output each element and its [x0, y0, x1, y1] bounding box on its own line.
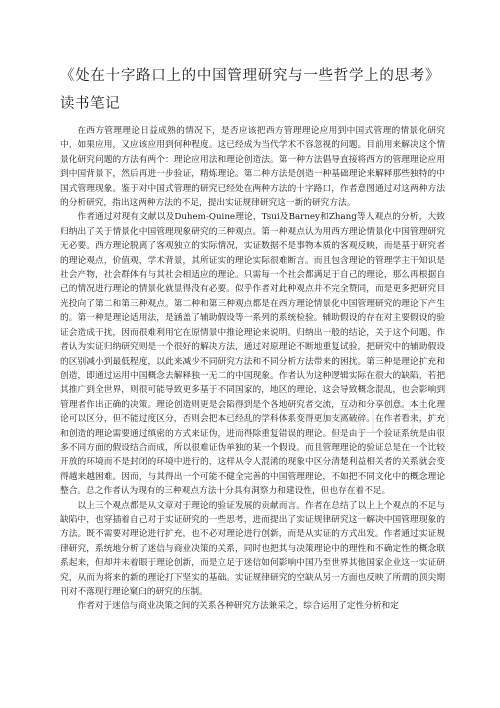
document-title: 《处在十字路口上的中国管理研究与一些哲学上的思考》读书笔记 [60, 68, 440, 112]
body-paragraph-1: 在西方管理理论日益成熟的情况下，是否应该把西方管理理论应用到中国式管理的情景化研究中，如果应用，又应该应用到何种程度。这已经成为当代学术不容忽视的问题。目前用来解决这个情景化研究问题的方法有两个：理论应用法和理论创造法。第一种方法倡导直接将西方的管理理论应用到中国背景下，然后再进一步验证，精炼理论。第二种方法是创造一种基础理论来解释那些独特的中国式管理现象。鉴于对中国式管理的研究已经处在两种方法的十字路口，作者意图通过对这两种方法的分析研究，指出这两种方法的不足，提出实证规律研究这一新的研究方法。 [60, 126, 445, 209]
body-paragraph-3: 以上三个观点都是从文章对于理论的验证发展的贡献而言。作者在总结了以上上个观点的不足与缺陷中，也穿插着自己对于实证研究的一些思考，进而提出了实证规律研究这一解决中国管理现象的方法。既不需要对理论进行扩充，也不必对理论进行创新，而是从实证的方式出发。作者通过实证规律研究，系统地分析了迷信与商业决策的关系，同时也把其与决策理论中的理性和不确定性的概念联系起来，但却并未着眼于理论创新，而是立足于迷信如何影响中国乃至世界其他国家企业这一实证研究，从而为将来的新的理论打下坚实的基础。实证规律研究的空缺从另一方面也反映了所谓的顶尖期刊对不落现行理论窠臼的研究的压制。 [60, 500, 445, 597]
body-paragraph-4: 作者对于迷信与商业决策之间的关系各种研究方法兼采之，综合运用了定性分析和定 [77, 601, 399, 612]
faint-watermark-logo [228, 400, 468, 440]
document-body [60, 124, 445, 614]
body-paragraph-2: 作者通过对现有文献以及Duhem-Quine理论，Tsui及Barney和Zhang等人观点的分析，大致归纳出了关于情景化中国管理现象研究的三种观点。第一种观点认为用西方理论情景化中国管理研究无必要。西方理论脱离了客观独立的实际情况，实证数据不是事物本质的客观反映，而是基于研究者的理论观点，价值观，学术背景，其所证实的理论实际很难断言。而且包含理论的管理学主干知识是社会产物，社会群体有与其社会相适应的理论。只需每一个社会都满足于自己的理论，那么再根据自己的情况进行理论的情景化就显得没有必要。似乎作者对此种观点并不完全赞同，而是更多把研究目光投向了第二和第三种观点。第二种和第三种观点都是在西方理论情景化中国管理研究的理论下产生的。第一种是理论适用法，是涵盖了辅助假设等一系列的系统检验。辅助假设的存在对主要假设的验证会造成干扰，因而很难利用它在原情景中推论理论来说明。归纳出一般的结论，关于这个问题，作者认为实证归纳研究则是一个很好的解决方法，通过对原理论不断地重复试验，把研究中的辅助假设的区别减小到最低程度，以此来减少不同研究方法和不同分析方法带来的困扰。第三种是理论扩充和创造，即通过运用中国概念去解释独一无二的中国现象。作者认为这种逻辑实际在很大的缺陷，若把其推广到全世界，则很可能导致更多基于不同国家的，地区的理论，这会导致概念混乱，也会影响到管理者作出正确的决策。理论创造则更是会陷得到是个各地研究者交流，互动和分享创意。本土化理论可以区分，但不能过度区分，否则会把本已经乱的学科体系变得更加支离破碎。在作者看来，扩充和创造的理论需要通过缜密的方式来证伪，进而得除重复错误的理论。但是由于一个验证系统是由很多不同方面的假设结合而成，所以很难证伪单独的某一个假设。而且管理理论的验证总是在一个比较开放的环境而不是封闭的环境中进行的，这样从令人混淆的现象中区分清楚利益相关者的关系就会变得越来越困难。因而，与其得出一个可能不健全完善的中国管理理论，不如把不同文化中的概念理论整合。总之作者认为现有的三种观点方法十分具有洞察力和建设性，但也存在着不足。 [60, 212, 445, 497]
watermark-icon [228, 400, 468, 440]
